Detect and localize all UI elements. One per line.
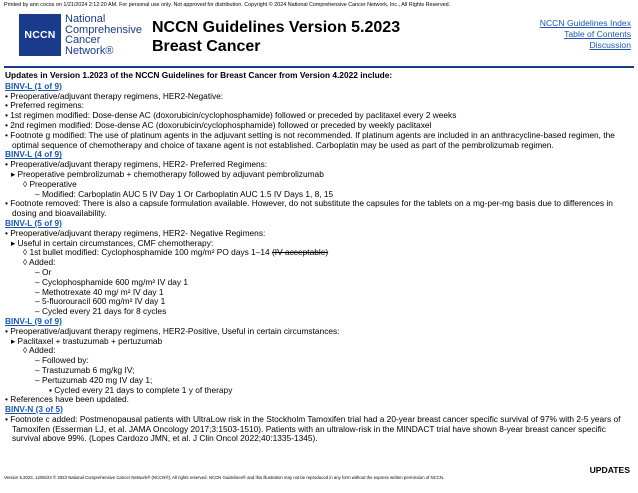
line-text: ▸ Preoperative pembrolizumab + chemotherapy followed by adjuvant pembrolizumab	[11, 168, 324, 179]
line-text: • Preferred regimens:	[5, 100, 84, 111]
line-text: • 2nd regimen modified: Dose-dense AC (doxorubicin/cyclophosphamide) followed or preceded by weekly paclitaxel	[5, 119, 432, 130]
line-text: • Footnote c added: Postmenopausal patients with UltraLow risk in the Stockholm Tamoxifen trial had a 20-year breast cancer specific survival of 97% with 2-5 years of Tamoxifen (Esserman LJ, et al. JAMA Oncology 2017;3:1503-1510). Patients with an ultralow-risk in the MINDACT trial have shown 8-year breast cancer specific survival above 99%. (Lopes Cardozo JMN, et al. J Clin Oncol 2022;40:1335-1345).	[5, 413, 621, 444]
updates-heading: Updates in Version 1.2023 of the NCCN Guidelines for Breast Cancer from Version 4.2022 include:	[5, 70, 393, 80]
header-divider	[4, 66, 634, 68]
top-links	[540, 18, 631, 51]
line-text: – Methotrexate 40 mg/ m² IV day 1	[35, 286, 164, 297]
update-line	[5, 258, 633, 268]
line-text: – Pertuzumab 420 mg IV day 1;	[35, 374, 153, 385]
update-line	[5, 248, 633, 258]
update-line	[5, 395, 633, 405]
line-text: ▪ Cycled every 21 days to complete 1 y of therapy	[49, 384, 233, 395]
logo-line: Network®	[65, 44, 114, 57]
line-text: – Cycled every 21 days for 8 cycles	[35, 306, 167, 317]
line-text: ▸ Useful in certain circumstances, CMF chemotherapy:	[11, 237, 214, 248]
nccn-logo	[19, 14, 142, 56]
line-text: BINV-N (3 of 5)	[5, 404, 63, 415]
line-text: BINV-L (4 of 9)	[5, 149, 62, 160]
table-of-contents-link[interactable]: Table of Contents	[564, 29, 631, 39]
update-line	[5, 346, 633, 356]
line-text: • References have been updated.	[5, 394, 129, 405]
line-text: BINV-L (1 of 9)	[5, 80, 62, 91]
line-text: • Preoperative/adjuvant therapy regimens, HER2- Negative Regimens:	[5, 227, 266, 238]
update-line	[5, 92, 633, 102]
line-text: – 5-fluorouracil 600 mg/m² IV day 1	[35, 296, 166, 307]
updates-content	[5, 71, 633, 444]
print-notice: Printed by ann cocos on 1/21/2024 2:12:20 AM. For personal use only. Not approved for distribution. Copyright © 2024 National Comprehensive Cancer Network, Inc., All Rights Reserved.	[4, 2, 451, 8]
logo-line: National	[65, 13, 106, 25]
guideline-topic: Breast Cancer	[152, 38, 261, 55]
logo-line: Comprehensive	[65, 23, 143, 36]
footer-copyright: Version 5.2023, 12/05/23 © 2023 National Comprehensive Cancer Network® (NCCN®), All rights reserved. NCCN Guidelines® and this illustration may not be reproduced in any form without the express written permission of NCCN.	[4, 475, 445, 480]
line-text: • Preoperative/adjuvant therapy regimens, HER2-Positive, Useful in certain circumstances:	[5, 325, 340, 336]
line-text: BINV-L (5 of 9)	[5, 217, 62, 228]
page-title	[152, 18, 400, 56]
update-lines	[5, 82, 633, 444]
line-text: – Modified: Carboplatin AUC 5 IV Day 1 Or Carboplatin AUC 1.5 IV Days 1, 8, 15	[35, 188, 334, 199]
update-line	[5, 131, 633, 151]
line-text: – Or	[35, 266, 52, 277]
line-text: – Trastuzumab 6 mg/kg IV;	[35, 364, 135, 375]
update-line	[5, 337, 633, 347]
line-text: ◊ Preoperative	[23, 178, 77, 189]
updates-label: UPDATES	[589, 465, 630, 475]
deleted-text: (IV acceptable)	[272, 247, 329, 258]
guidelines-index-link[interactable]: NCCN Guidelines Index	[539, 18, 631, 28]
logo-abbr: NCCN	[19, 14, 61, 56]
guideline-version: NCCN Guidelines Version 5.2023	[152, 19, 401, 36]
line-text: ▸ Paclitaxel + trastuzumab + pertuzumab	[11, 335, 163, 346]
line-text: – Cyclophosphamide 600 mg/m² IV day 1	[35, 276, 189, 287]
update-line	[5, 170, 633, 180]
line-text: • Preoperative/adjuvant therapy regimens, HER2- Preferred Regimens:	[5, 159, 268, 170]
discussion-link[interactable]: Discussion	[589, 40, 631, 50]
update-line	[5, 199, 633, 219]
line-text: • Footnote g modified: The use of platinum agents in the adjuvant setting is not recommended. If platinum agents are included in an anthracycline-based regimen, the optimal sequence of chemotherapy and choice of taxane agent is not established. Carboplatin may be used as part of the pembrolizumab regimen.	[5, 129, 615, 150]
line-text: • Footnote removed: There is also a capsule formulation available. However, do not substitute the capsules for the tablets on a mg-per-mg basis due to differences in dosing and bioavailability.	[5, 198, 613, 219]
line-text: BINV-L (9 of 9)	[5, 315, 62, 326]
logo-line: Cancer	[65, 34, 101, 46]
line-text: ◊ Added:	[23, 345, 56, 356]
update-line	[5, 415, 633, 444]
logo-text	[65, 14, 142, 56]
line-text: ◊ 1st bullet modified: Cyclophosphamide 100 mg/m² PO days 1–14	[23, 247, 273, 258]
line-text: ◊ Added:	[23, 257, 56, 268]
update-line	[5, 307, 633, 317]
line-text: • 1st regimen modified: Dose-dense AC (doxorubicin/cyclophosphamide) followed or preceded by paclitaxel every 2 weeks	[5, 110, 457, 121]
line-text: • Preoperative/adjuvant therapy regimens, HER2-Negative:	[5, 90, 224, 101]
line-text: – Followed by:	[35, 355, 89, 366]
